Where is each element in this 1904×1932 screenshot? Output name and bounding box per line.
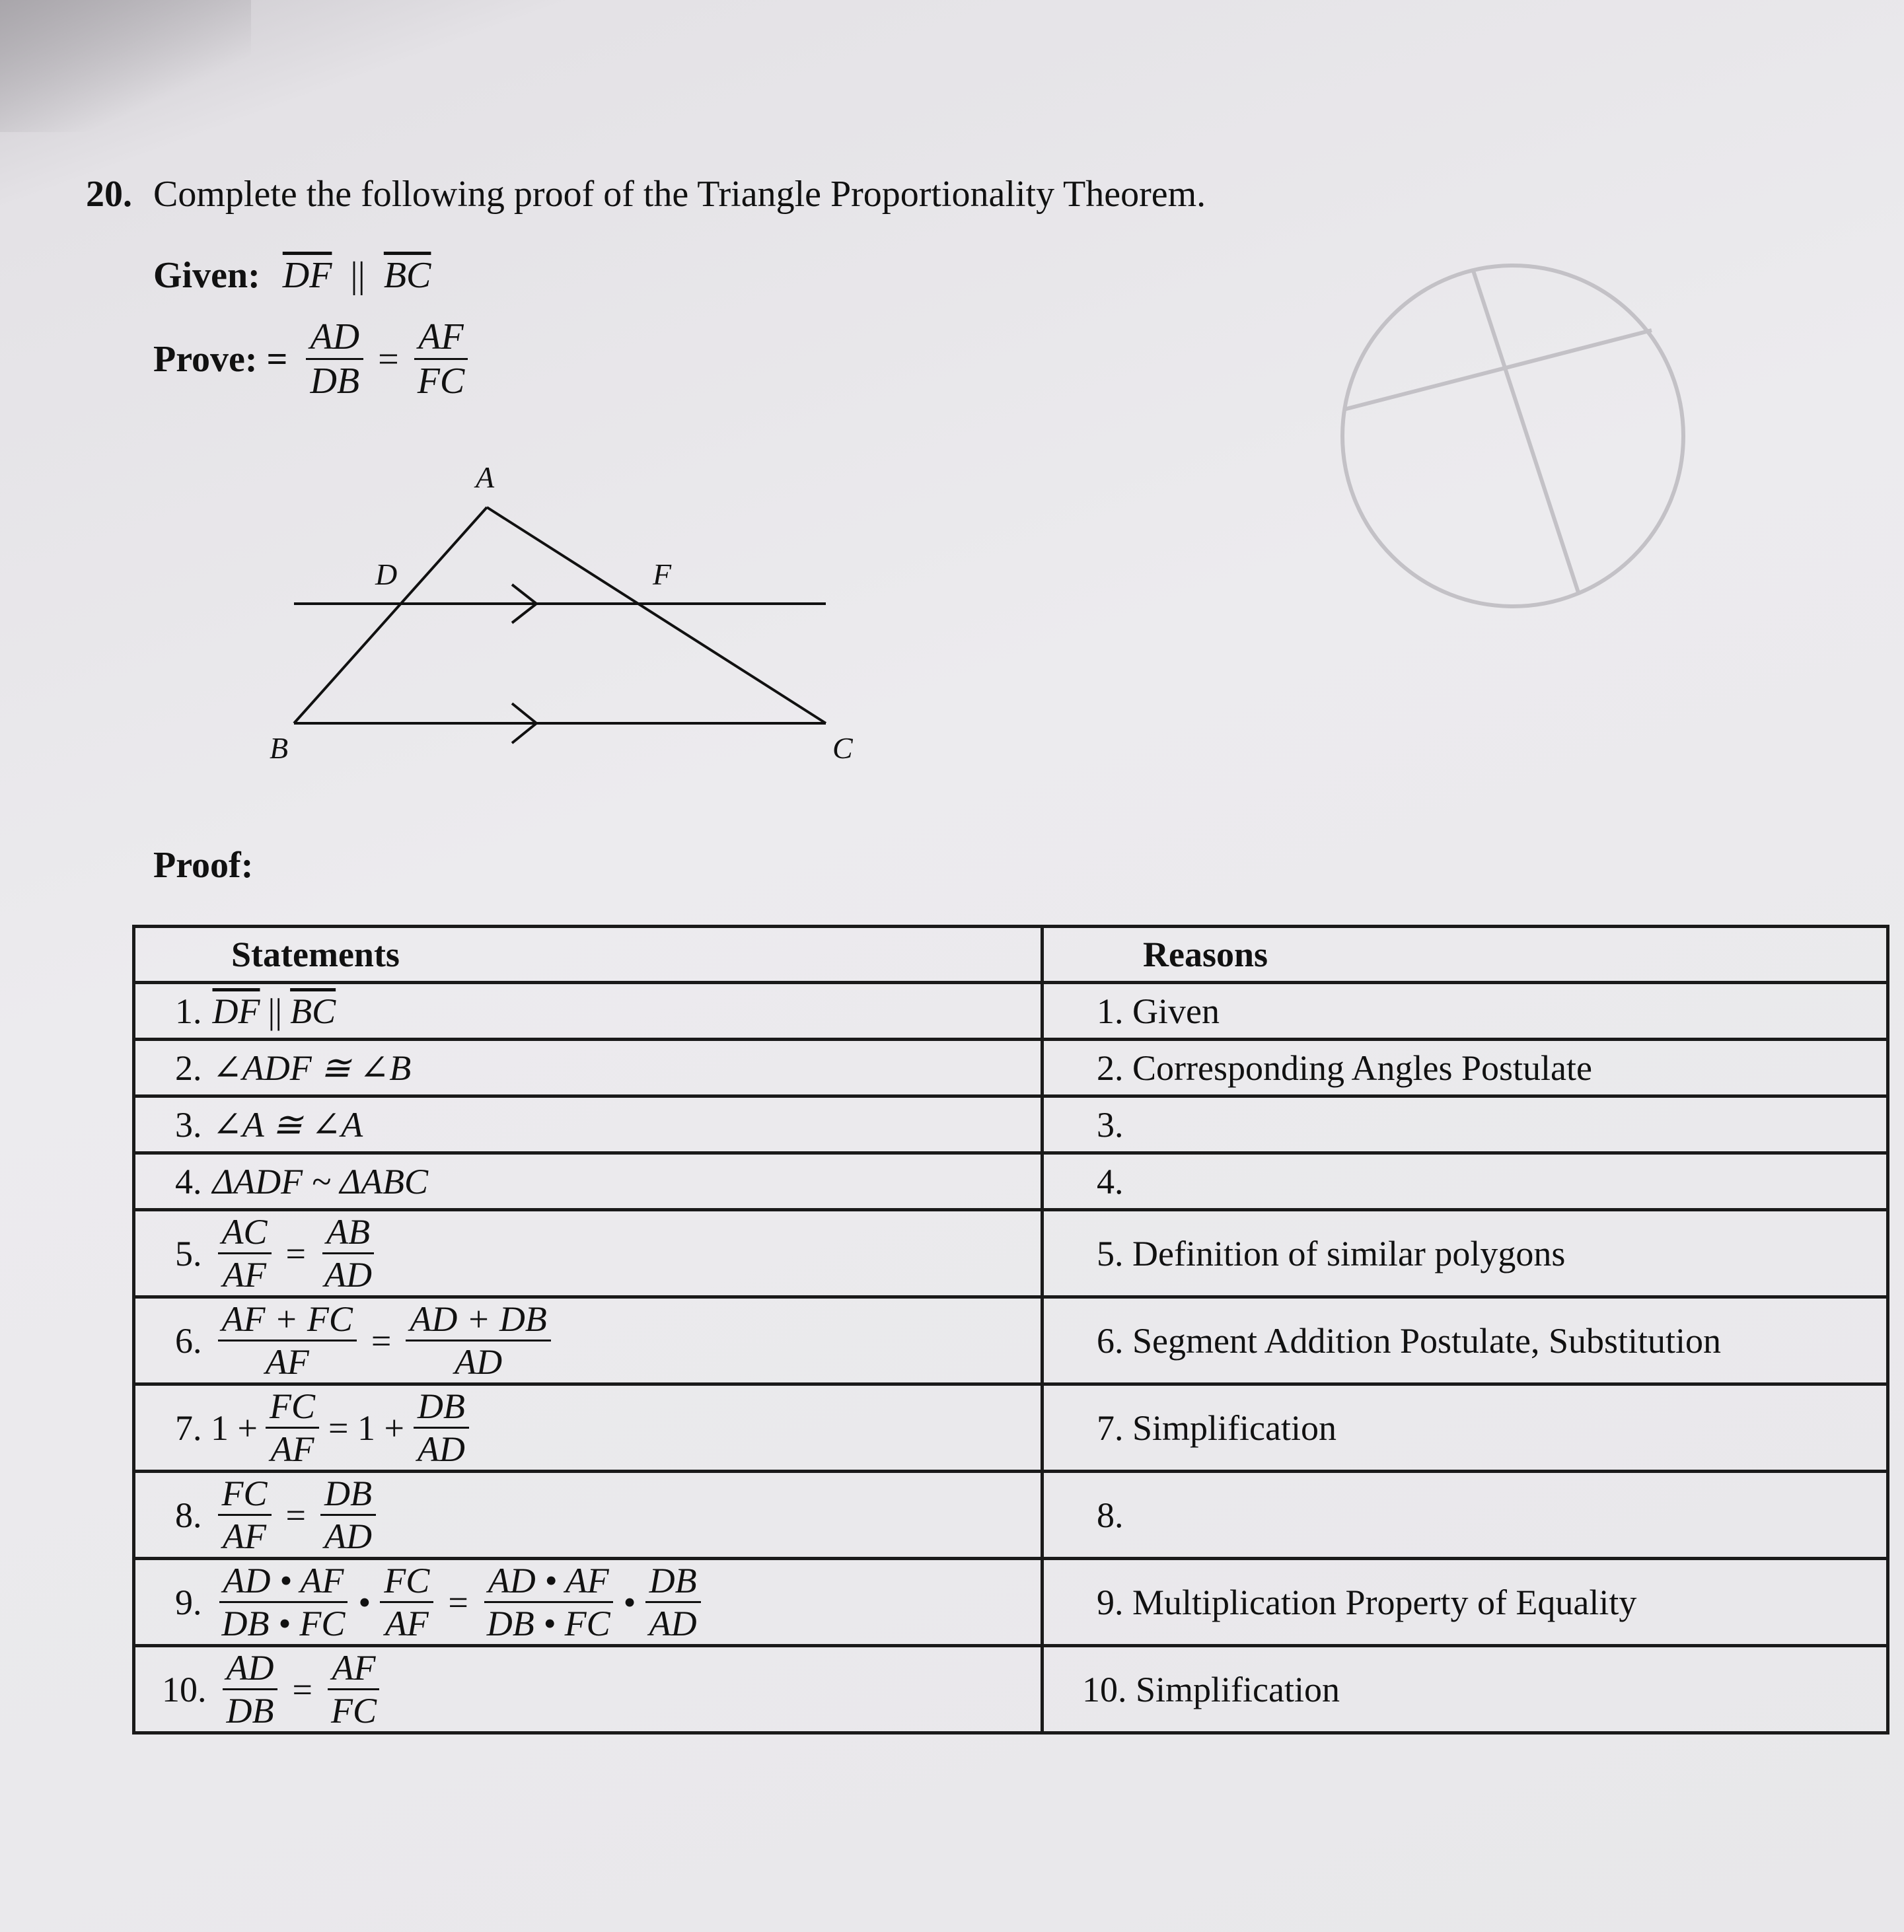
numerator: AD [306, 318, 363, 360]
denominator: AD [324, 1517, 372, 1556]
question-text: Complete the following proof of the Triangle Proportionality Theorem. [153, 174, 1206, 215]
equals-one-plus: = 1 + [328, 1408, 404, 1448]
proof-row-6 [134, 1297, 1888, 1384]
proof-row-8 [134, 1472, 1888, 1559]
step-number: 7. 1 + [175, 1408, 258, 1448]
proof-row-9 [134, 1559, 1888, 1646]
numerator: DB [414, 1388, 469, 1429]
statement-cell [134, 1210, 1043, 1297]
numerator: FC [266, 1388, 319, 1429]
denominator: AD [649, 1604, 697, 1643]
given-segment-1: $\overline{DF}$ [282, 255, 332, 296]
vertex-label-C: C [832, 731, 853, 765]
segment-BC: $\overline{BC}$ [290, 991, 336, 1031]
proof-row-7 [134, 1384, 1888, 1472]
proof-table-header [134, 927, 1888, 983]
denominator: DB • FC [221, 1604, 346, 1643]
proof-label: Proof: [153, 845, 254, 886]
reason-cell: 9. Multiplication Property of Equality [1043, 1559, 1888, 1646]
question-heading [86, 173, 1206, 215]
step-number: 5. [175, 1233, 202, 1273]
numerator: AF [414, 318, 467, 360]
statement-cell [134, 1297, 1043, 1384]
fraction [406, 1301, 550, 1380]
denominator: DB • FC [486, 1604, 610, 1643]
reason-cell: 5. Definition of similar polygons [1043, 1210, 1888, 1297]
numerator: AF + FC [218, 1301, 357, 1342]
statement-text: ∠A ≅ ∠A [212, 1105, 363, 1145]
equals-sign: = [378, 338, 399, 380]
given-segment-2: $\overline{BC}$ [383, 255, 431, 296]
given-label: Given: [153, 255, 260, 296]
numerator: AB [322, 1214, 374, 1254]
statements-header: Statements [134, 927, 1043, 983]
equals-sign: = [448, 1582, 468, 1622]
statement-cell [134, 1384, 1043, 1472]
fraction [320, 1476, 376, 1554]
reason-cell-blank[interactable]: 8. [1043, 1472, 1888, 1559]
prove-statement [153, 318, 474, 400]
reason-cell-blank[interactable]: 3. [1043, 1096, 1888, 1153]
statement-text: ΔADF ~ ΔABC [212, 1161, 429, 1201]
numerator: AD + DB [406, 1301, 550, 1342]
reason-cell: 10. Simplification [1043, 1646, 1888, 1733]
reason-cell: 6. Segment Addition Postulate, Substitution [1043, 1297, 1888, 1384]
numerator: FC [380, 1563, 433, 1603]
reason-cell: 2. Corresponding Angles Postulate [1043, 1040, 1888, 1096]
vertex-label-F: F [653, 557, 672, 591]
prove-fraction-2 [414, 318, 469, 400]
vertex-label-B: B [270, 731, 289, 765]
fraction [218, 1301, 357, 1380]
step-number: 9. [175, 1582, 202, 1622]
step-number: 1. [175, 991, 202, 1031]
fraction [645, 1563, 701, 1641]
page-corner-shadow [0, 0, 251, 132]
statement-cell [134, 1040, 1043, 1096]
denominator: AF [223, 1517, 266, 1556]
step-number: 4. [175, 1161, 202, 1201]
question-number: 20. [86, 174, 132, 215]
step-number: 8. [175, 1495, 202, 1535]
numerator: AD [223, 1650, 278, 1690]
parallel-symbol: || [268, 991, 283, 1031]
fraction [483, 1563, 614, 1641]
segment-DF: $\overline{DF}$ [212, 991, 260, 1031]
denominator: AF [270, 1429, 314, 1469]
numerator: AD • AF [484, 1563, 613, 1603]
proof-row-1 [134, 983, 1888, 1040]
statement-cell [134, 1096, 1043, 1153]
denominator: FC [417, 361, 465, 402]
denominator: AF [265, 1342, 309, 1382]
multiplication-dot: • [358, 1582, 371, 1622]
fraction [218, 1214, 272, 1293]
numerator: AD • AF [219, 1563, 348, 1603]
denominator: DB [226, 1691, 274, 1731]
fraction [380, 1563, 433, 1641]
fraction [223, 1650, 278, 1729]
reason-cell-blank[interactable]: 4. [1043, 1153, 1888, 1210]
proof-row-4 [134, 1153, 1888, 1210]
reason-cell: 1. Given [1043, 983, 1888, 1040]
statement-cell [134, 983, 1043, 1040]
reason-cell: 7. Simplification [1043, 1384, 1888, 1472]
fraction [414, 1388, 469, 1467]
fraction [218, 1563, 349, 1641]
given-statement [153, 254, 431, 297]
equals-sign: = [292, 1669, 312, 1709]
step-number: 10. [162, 1669, 207, 1709]
denominator: AD [417, 1429, 465, 1469]
proof-table [132, 925, 1889, 1735]
vertex-label-A: A [476, 460, 495, 494]
bleed-through-circle-sketch [1335, 258, 1704, 627]
side-AB [294, 507, 487, 723]
denominator: DB [310, 361, 360, 402]
fraction [266, 1388, 319, 1467]
statement-cell [134, 1559, 1043, 1646]
equals-sign: = [285, 1233, 306, 1273]
denominator: FC [330, 1691, 377, 1731]
numerator: FC [218, 1476, 272, 1516]
triangle-diagram [251, 449, 853, 793]
denominator: AD [324, 1255, 372, 1295]
numerator: DB [320, 1476, 376, 1516]
proof-row-2 [134, 1040, 1888, 1096]
fraction [327, 1650, 381, 1729]
equals-sign: = [285, 1495, 306, 1535]
step-number: 6. [175, 1320, 202, 1361]
reasons-header: Reasons [1043, 927, 1888, 983]
proof-row-10 [134, 1646, 1888, 1733]
multiplication-dot: • [623, 1582, 636, 1622]
parallel-symbol: || [350, 255, 365, 296]
fraction [320, 1214, 376, 1293]
statement-cell [134, 1472, 1043, 1559]
denominator: AD [455, 1342, 503, 1382]
proof-row-5 [134, 1210, 1888, 1297]
numerator: AF [328, 1650, 379, 1690]
statement-cell [134, 1646, 1043, 1733]
vertex-label-D: D [375, 557, 398, 591]
denominator: AF [223, 1255, 266, 1295]
prove-label: Prove: = [153, 338, 288, 380]
fraction [218, 1476, 272, 1554]
denominator: AF [384, 1604, 429, 1643]
step-number: 3. [175, 1104, 202, 1145]
prove-fraction-1 [306, 318, 363, 400]
equals-sign: = [371, 1320, 392, 1361]
step-number: 2. [175, 1048, 202, 1088]
statement-text: ∠ADF ≅ ∠B [212, 1048, 412, 1088]
proof-row-3 [134, 1096, 1888, 1153]
numerator: AC [218, 1214, 272, 1254]
side-AC [487, 507, 826, 723]
statement-cell [134, 1153, 1043, 1210]
numerator: DB [645, 1563, 701, 1603]
